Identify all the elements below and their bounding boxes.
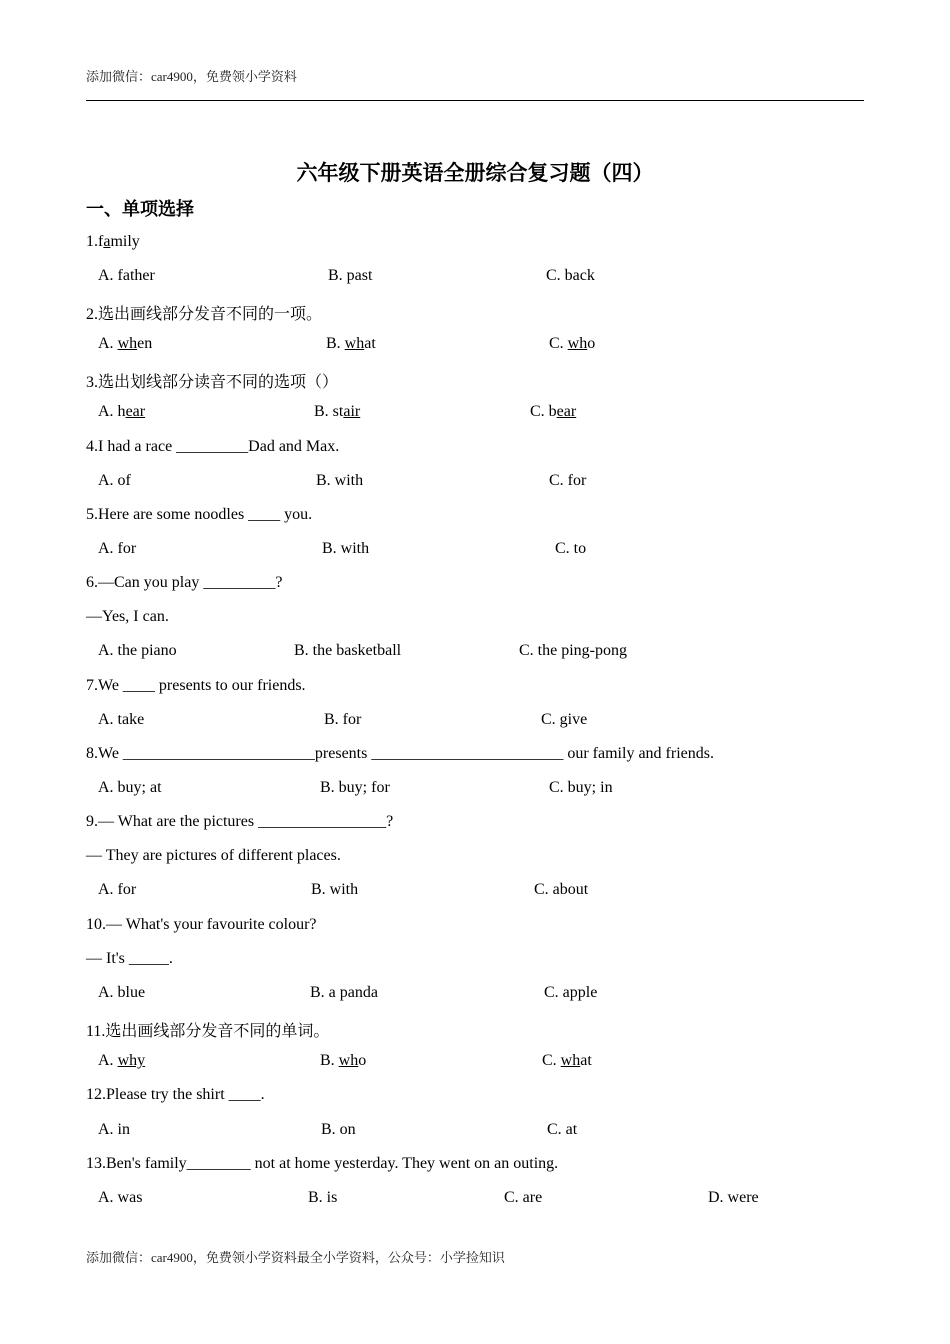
text-segment: —Yes, I can. [86,608,169,625]
question-1-stem-line [86,233,140,251]
text-segment: 5.Here are some noodles ____ you. [86,506,313,523]
question-3-stem-line [86,369,338,392]
question-5-stem-line [86,506,312,524]
question-13-option-d [708,1189,759,1207]
text-segment: 13.Ben's family________ not at home yesterday. They went on an outing. [86,1155,559,1172]
question-13-option-b [308,1189,337,1207]
question-6-option-a [98,642,177,660]
text-segment: B. [320,1052,339,1069]
question-7-option-a [98,711,144,729]
text-segment: o [587,335,596,352]
text-segment: at [580,1052,592,1069]
text-segment: B. st [314,403,344,420]
text-segment: C. buy; in [549,779,613,796]
text-segment: C. give [541,711,588,728]
question-3-option-a [98,403,145,421]
text-segment: — It's _____. [86,950,173,967]
text-segment: A. was [98,1189,143,1206]
question-10-option-a [98,984,145,1002]
text-segment: C. for [549,472,587,489]
text-segment: C. back [546,267,595,284]
text-segment: 9.— What are the pictures ________________? [86,813,394,830]
text-segment: C. the ping-pong [519,642,627,659]
text-segment: A. in [98,1121,130,1138]
text-segment: B. for [324,711,362,728]
question-9-stem-line [86,813,393,831]
question-7-option-c [541,711,587,729]
question-2-option-a [98,335,152,353]
question-2-option-b [326,335,376,353]
text-segment: B. with [322,540,370,557]
page-title: 六年级下册英语全册综合复习题（四） [296,161,654,185]
question-1-option-b [328,267,372,285]
text-segment: A. blue [98,984,146,1001]
question-4-option-b [316,472,363,490]
underlined-letters: wh [560,1052,581,1069]
question-9-stem-line [86,847,341,865]
question-13-option-c [504,1189,542,1207]
question-11-option-b [320,1052,366,1070]
text-segment: B. past [328,267,373,284]
question-6-option-c [519,642,627,660]
underlined-letters: wh [117,335,138,352]
underlined-letters: ear [556,403,577,420]
question-5-option-c [555,540,586,558]
text-segment: mily [110,233,140,250]
question-4-stem-line [86,438,339,456]
text-segment: B. [326,335,345,352]
text-segment: B. a panda [310,984,378,1001]
question-12-option-a [98,1121,130,1139]
text-segment: C. b [530,403,557,420]
text-segment: A. buy; at [98,779,162,796]
question-9-option-c [534,881,588,899]
question-9-option-b [311,881,358,899]
text-segment: B. on [321,1121,356,1138]
question-9-option-a [98,881,136,899]
text-segment: A. take [98,711,145,728]
question-13-option-a [98,1189,142,1207]
underlined-letters: wh [567,335,588,352]
question-12-option-b [321,1121,356,1139]
text-segment: A. of [98,472,131,489]
text-segment: 10.— What's your favourite colour? [86,916,317,933]
question-1-option-c [546,267,595,285]
question-8-option-c [549,779,613,797]
text-segment: C. are [504,1189,543,1206]
question-6-stem-line [86,608,169,626]
text-segment: A. [98,335,118,352]
text-segment: 2.选出画线部分发音不同的一项。 [86,306,323,323]
question-3-option-c [530,403,576,421]
question-8-stem-line [86,745,714,763]
question-8-option-a [98,779,162,797]
header-divider [86,100,864,101]
text-segment: A. for [98,881,137,898]
question-10-stem-line [86,950,173,968]
text-segment: C. to [555,540,587,557]
question-12-option-c [547,1121,577,1139]
question-2-stem-line [86,301,322,324]
question-6-stem-line [86,574,282,592]
underlined-letters: why [117,1052,146,1069]
text-segment: B. is [308,1189,338,1206]
text-segment: D. were [708,1189,759,1206]
question-11-option-a [98,1052,145,1070]
underlined-letters: wh [344,335,365,352]
question-10-option-c [544,984,597,1002]
text-segment: 3.选出划线部分读音不同的选项（） [86,374,339,391]
text-segment: B. buy; for [320,779,390,796]
page-header: 添加微信：car4900，免费领小学资料 [86,69,297,84]
question-13-stem-line [86,1155,558,1173]
question-12-stem-line [86,1086,265,1104]
text-segment: B. with [316,472,364,489]
question-2-option-c [549,335,595,353]
question-7-stem-line [86,677,306,695]
text-segment: A. for [98,540,137,557]
question-7-option-b [324,711,361,729]
text-segment: C. [542,1052,561,1069]
question-6-option-b [294,642,401,660]
text-segment: en [137,335,153,352]
text-segment: 11.选出画线部分发音不同的单词。 [86,1023,330,1040]
text-segment: B. with [311,881,359,898]
text-segment: A. father [98,267,155,284]
text-segment: C. at [547,1121,578,1138]
question-11-option-c [542,1052,592,1070]
underlined-letters: ear [125,403,146,420]
section-heading: 一、单项选择 [86,199,194,219]
text-segment: — They are pictures of different places. [86,847,341,864]
question-11-stem-line [86,1018,329,1041]
text-segment: 6.—Can you play _________? [86,574,283,591]
text-segment: 8.We ________________________presents ________________________ our family and friends. [86,745,714,762]
question-4-option-a [98,472,131,490]
page-footer: 添加微信：car4900，免费领小学资料最全小学资料，公众号：小学捡知识 [86,1250,505,1265]
text-segment: A. h [98,403,126,420]
question-8-option-b [320,779,390,797]
text-segment: B. the basketball [294,642,402,659]
text-segment: 4.I had a race _________Dad and Max. [86,438,340,455]
text-segment: A. [98,1052,118,1069]
question-10-stem-line [86,916,317,934]
text-segment: o [358,1052,367,1069]
question-1-option-a [98,267,155,285]
text-segment: C. about [534,881,589,898]
text-segment: 1.f [86,233,104,250]
underlined-letters: air [343,403,361,420]
question-5-option-a [98,540,136,558]
text-segment: C. [549,335,568,352]
text-segment: C. apple [544,984,598,1001]
text-segment: at [364,335,376,352]
question-5-option-b [322,540,369,558]
text-segment: 7.We ____ presents to our friends. [86,677,306,694]
underlined-letters: a [103,233,111,250]
question-10-option-b [310,984,378,1002]
text-segment: 12.Please try the shirt ____. [86,1086,265,1103]
question-4-option-c [549,472,586,490]
text-segment: A. the piano [98,642,177,659]
underlined-letters: wh [338,1052,359,1069]
question-3-option-b [314,403,360,421]
